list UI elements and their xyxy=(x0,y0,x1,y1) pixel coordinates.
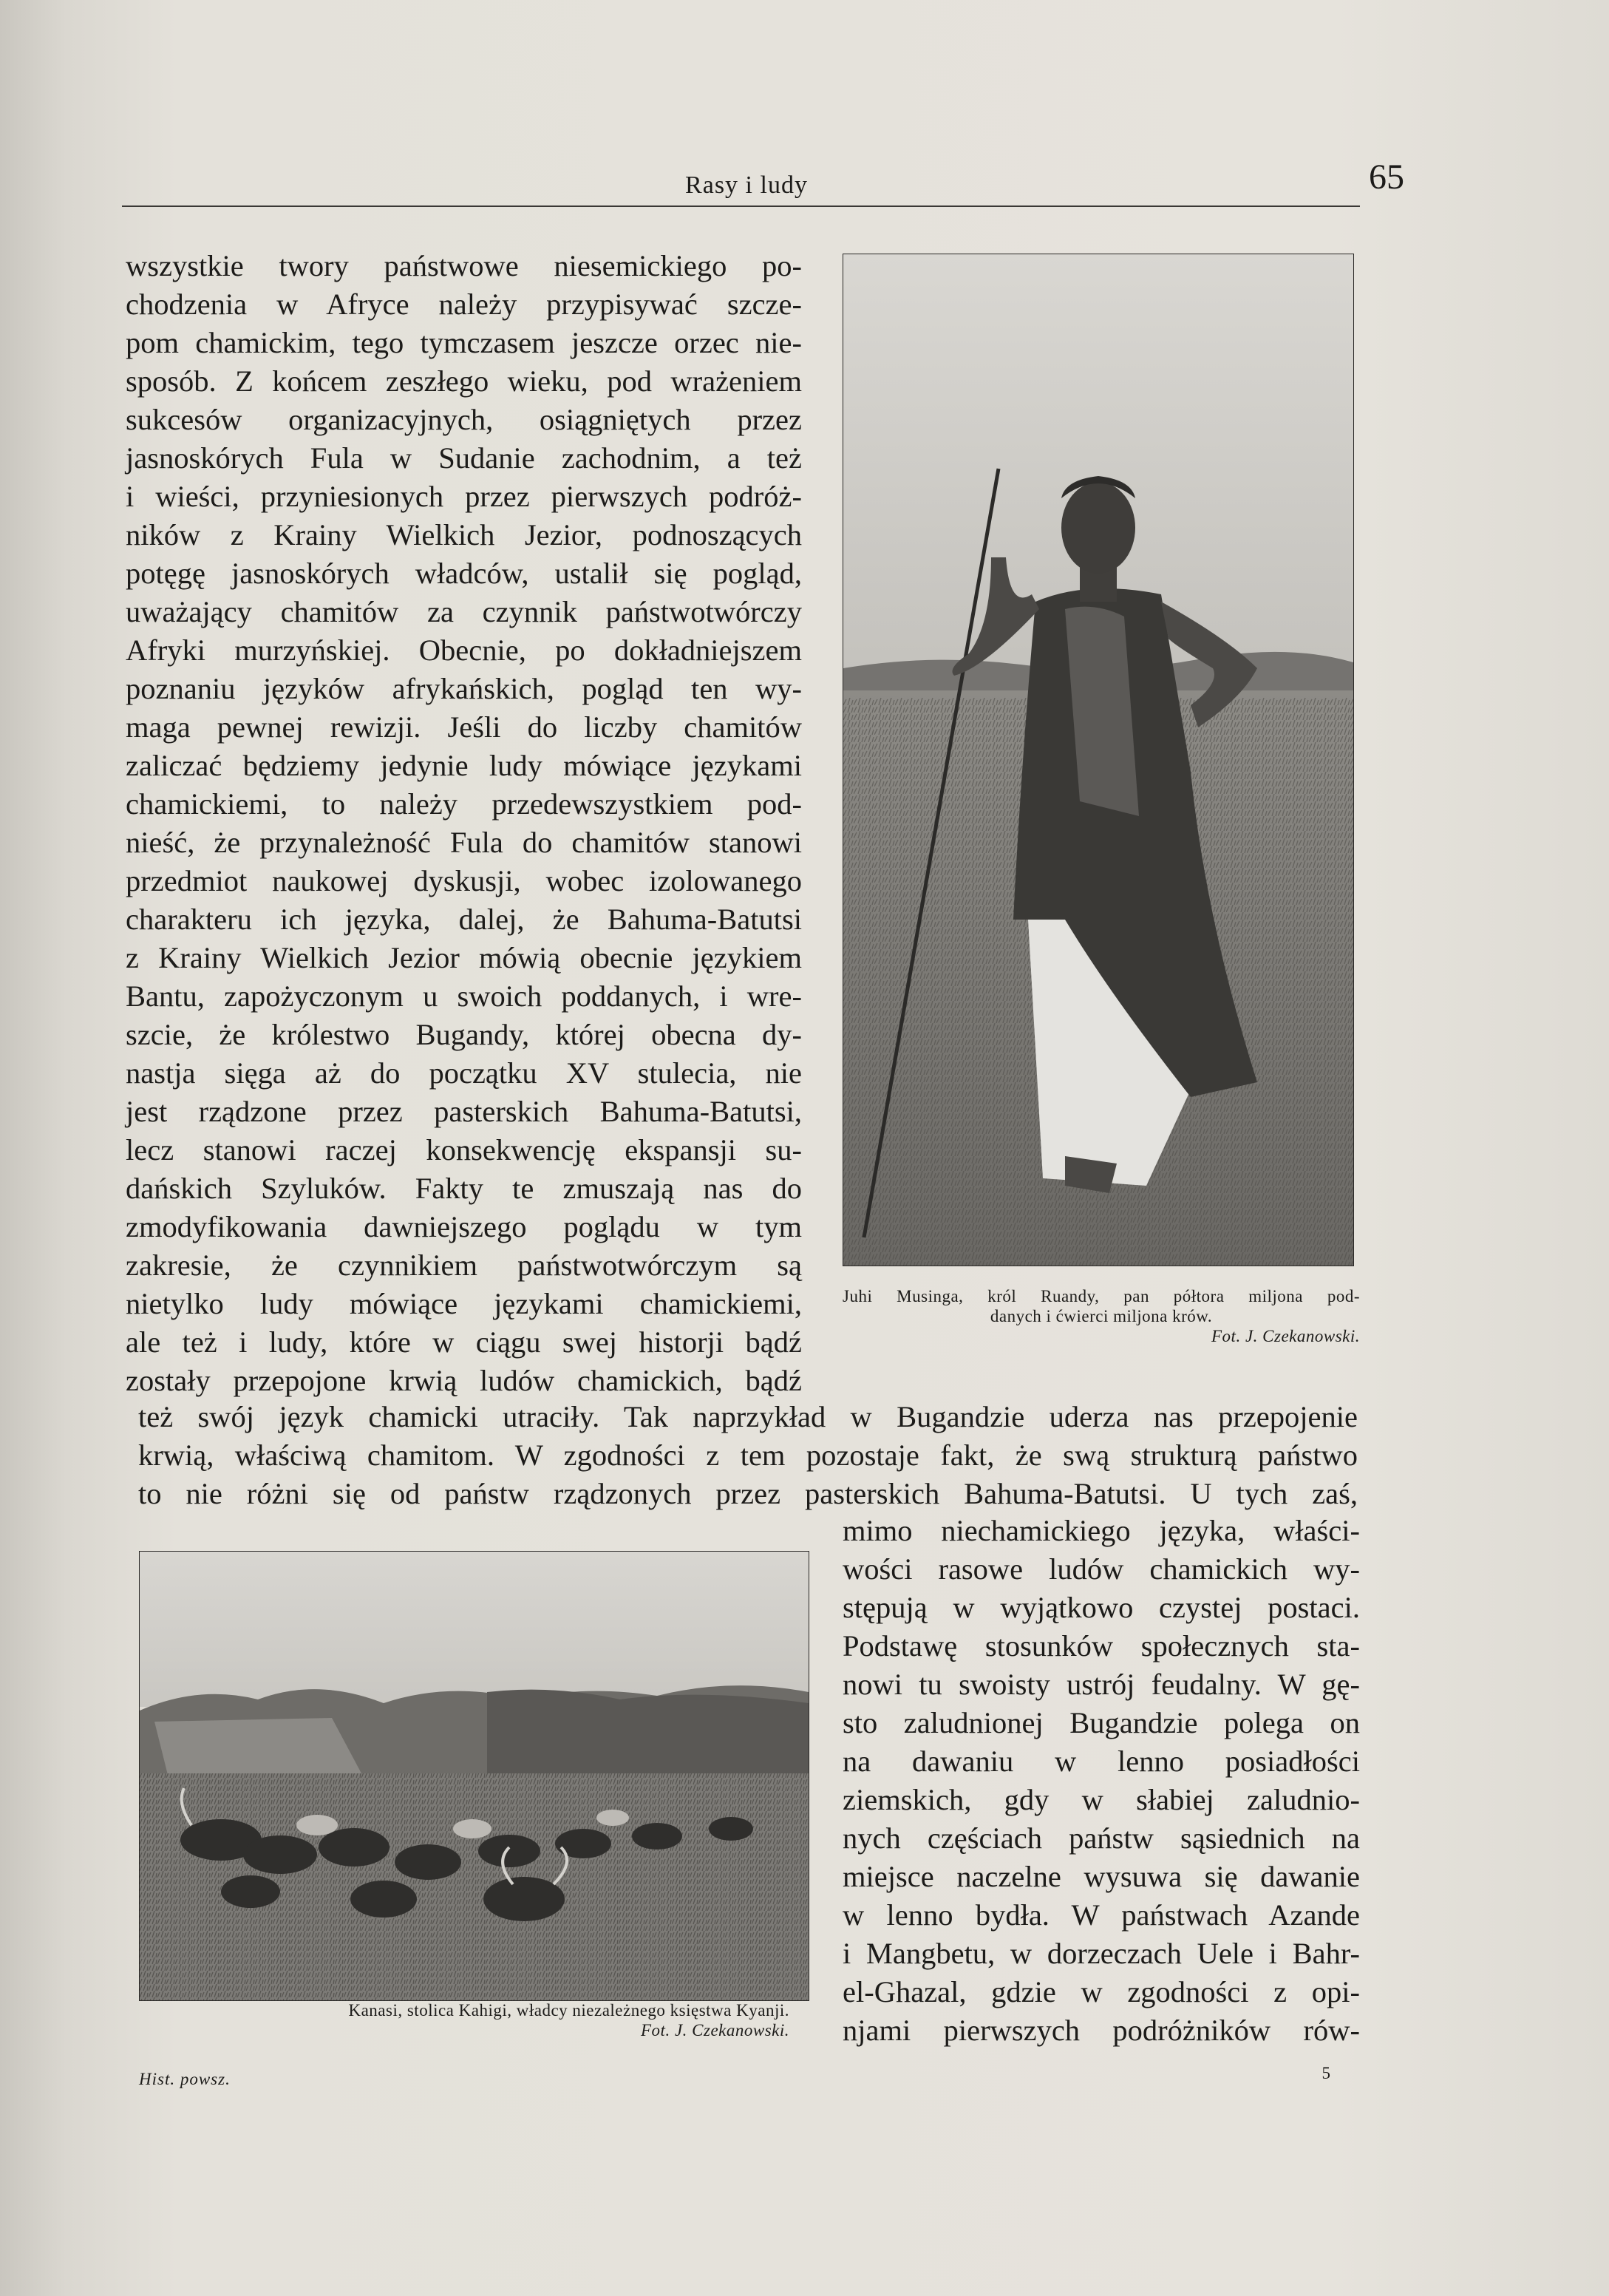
header-rule xyxy=(122,206,1360,207)
text-line: zaliczać będziemy jedynie ludy mówiące językami xyxy=(126,749,802,782)
text-line: i wieści, przyniesionych przez pierwszych podróż- xyxy=(126,480,802,513)
text-line: sto zaludnionej Bugandzie polega on xyxy=(843,1706,1360,1739)
footer-sheet-number: 5 xyxy=(1321,2064,1330,2082)
text-line: nietylko ludy mówiące językami chamickiemi, xyxy=(126,1287,802,1320)
text-line: sposób. Z końcem zeszłego wieku, pod wrażeniem xyxy=(126,364,802,398)
text-line: jasnoskórych Fula w Sudanie zachodnim, a też xyxy=(126,441,802,475)
text-line: uważający chamitów za czynnik państwotwórczy xyxy=(126,595,802,628)
photo-king-image xyxy=(843,254,1353,1266)
text-line: chamickiemi, to należy przedewszystkiem pod- xyxy=(126,787,802,821)
page-number: 65 xyxy=(1369,157,1404,197)
caption-king-line-1: Juhi Musinga, król Ruandy, pan półtora miljona pod- xyxy=(843,1287,1360,1305)
left-text-column xyxy=(126,247,802,1400)
text-line: zostały przepojone krwią ludów chamickich, bądź xyxy=(126,1364,802,1397)
text-line: wości rasowe ludów chamickich wy- xyxy=(843,1552,1360,1586)
text-line: pom chamickim, tego tymczasem jeszcze orzec nie- xyxy=(126,326,802,359)
photo-kanasi-cattle xyxy=(139,1551,809,2001)
text-line: chodzenia w Afryce należy przypisywać szcze- xyxy=(126,288,802,321)
footer-signature: Hist. powsz. xyxy=(139,2070,231,2088)
text-line: nastja sięga aż do początku XV stulecia, nie xyxy=(126,1056,802,1090)
text-line: el-Ghazal, gdzie w zgodności z opi- xyxy=(843,1975,1360,2008)
text-line: krwią, właściwą chamitom. W zgodności z tem pozostaje fakt, że swą strukturą państwo xyxy=(138,1439,1358,1472)
text-line: zakresie, że czynnikiem państwotwórczym są xyxy=(126,1249,802,1282)
running-title: Rasy i ludy xyxy=(685,171,808,199)
text-line: z Krainy Wielkich Jezior mówią obecnie językiem xyxy=(126,941,802,974)
text-line: też swój język chamicki utraciły. Tak naprzykład w Bugandzie uderza nas przepojenie xyxy=(138,1400,1358,1433)
caption-king xyxy=(843,1286,1360,1346)
text-line: lecz stanowi raczej konsekwencję ekspansji su- xyxy=(126,1133,802,1166)
text-line: maga pewnej rewizji. Jeśli do liczby chamitów xyxy=(126,710,802,744)
text-line: to nie różni się od państw rządzonych przez pasterskich Bahuma-Batutsi. U tych zaś, xyxy=(138,1477,1358,1510)
text-line: njami pierwszych podróżników rów- xyxy=(843,2014,1360,2047)
caption-cattle-credit: Fot. J. Czekanowski. xyxy=(641,2021,789,2039)
text-line: Bantu, zapożyczonym u swoich poddanych, i wre- xyxy=(126,979,802,1013)
text-line: charakteru ich języka, dalej, że Bahuma-Batutsi xyxy=(126,903,802,936)
text-line: nieść, że przynależność Fula do chamitów stanowi xyxy=(126,826,802,859)
right-text-column xyxy=(843,1512,1360,2050)
text-line: dańskich Szyluków. Fakty te zmuszają nas do xyxy=(126,1172,802,1205)
text-line: Podstawę stosunków społecznych sta- xyxy=(843,1629,1360,1662)
text-line: miejsce naczelne wysuwa się dawanie xyxy=(843,1860,1360,1893)
text-line: przedmiot naukowej dyskusji, wobec izolowanego xyxy=(126,864,802,897)
text-line: ziemskich, gdy w słabiej zaludnio- xyxy=(843,1783,1360,1816)
text-line: na dawaniu w lenno posiadłości xyxy=(843,1745,1360,1778)
text-line: ale też i ludy, które w ciągu swej historji bądź xyxy=(126,1325,802,1359)
text-line: zmodyfikowania dawniejszego poglądu w tym xyxy=(126,1210,802,1243)
text-line: ników z Krainy Wielkich Jezior, podnoszących xyxy=(126,518,802,551)
text-line: i Mangbetu, w dorzeczach Uele i Bahr- xyxy=(843,1937,1360,1970)
text-line: poznaniu języków afrykańskich, pogląd ten wy- xyxy=(126,672,802,705)
text-line: w lenno bydła. W państwach Azande xyxy=(843,1898,1360,1932)
photo-king-musinga xyxy=(843,254,1354,1266)
caption-king-line-2: danych i ćwierci miljona krów. xyxy=(990,1307,1213,1325)
text-line: wszystkie twory państwowe niesemickiego po- xyxy=(126,249,802,282)
text-line: szcie, że królestwo Bugandy, której obecna dy- xyxy=(126,1018,802,1051)
text-line: nych częściach państw sąsiednich na xyxy=(843,1821,1360,1855)
text-line: sukcesów organizacyjnych, osiągniętych przez xyxy=(126,403,802,436)
text-line: jest rządzone przez pasterskich Bahuma-Batutsi, xyxy=(126,1095,802,1128)
photo-cattle-image xyxy=(140,1552,809,2000)
caption-cattle xyxy=(139,2000,789,2040)
text-line: stępują w wyjątkowo czystej postaci. xyxy=(843,1591,1360,1624)
caption-cattle-text: Kanasi, stolica Kahigi, władcy niezależnego księstwa Kyanji. xyxy=(348,2001,789,2020)
text-line: potęgę jasnoskórych władców, ustalił się pogląd, xyxy=(126,557,802,590)
full-width-text xyxy=(138,1398,1358,1513)
text-line: mimo niechamickiego języka, właści- xyxy=(843,1514,1360,1547)
text-line: nowi tu swoisty ustrój feudalny. W gę- xyxy=(843,1668,1360,1701)
text-line: Afryki murzyńskiej. Obecnie, po dokładniejszem xyxy=(126,634,802,667)
caption-king-credit: Fot. J. Czekanowski. xyxy=(1211,1327,1360,1345)
